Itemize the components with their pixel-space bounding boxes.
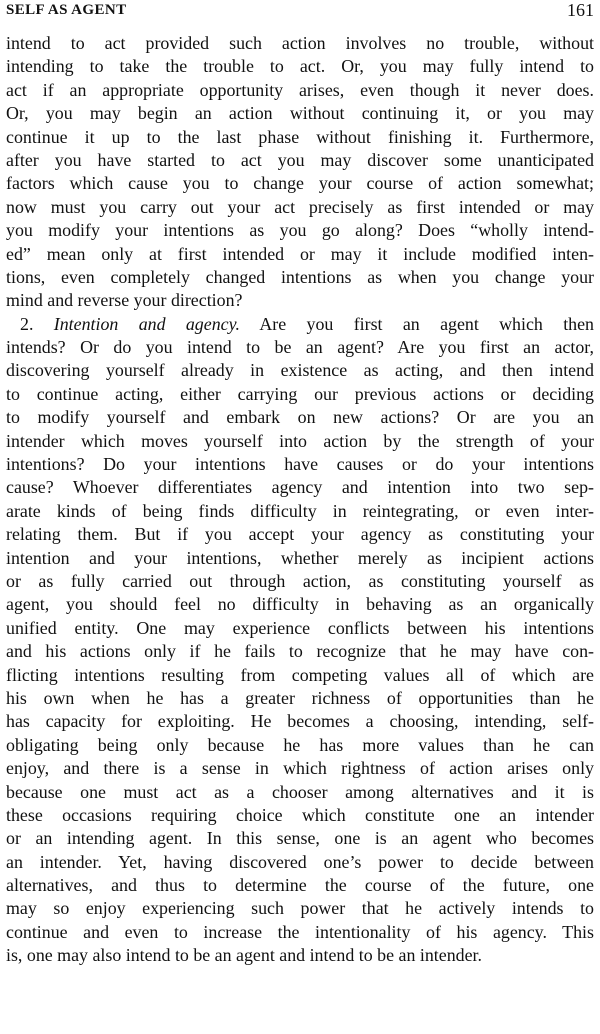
text-line: arate kinds of being finds difficulty in reintegrating, or even inter- bbox=[6, 500, 594, 521]
text-line: obligating being only because he has more values than he can bbox=[6, 734, 594, 755]
text-line: after you have started to act you may discover some unanticipated bbox=[6, 149, 594, 170]
text-line: tions, even completely changed intentions as when you change your bbox=[6, 266, 594, 287]
text-line: intender which moves yourself into action by the strength of your bbox=[6, 430, 594, 451]
text-line: cause? Whoever differentiates agency and intention into two sep- bbox=[6, 477, 594, 498]
text-line: discovering yourself already in existence as acting, and then intend bbox=[6, 360, 594, 381]
text-line: mind and reverse your direction? bbox=[6, 290, 243, 311]
text-line: act if an appropriate opportunity arises, even though it never does. bbox=[6, 79, 594, 100]
text-line: his own when he has a greater richness of opportunities than he bbox=[6, 687, 594, 708]
text-line: continue it up to the last phase without finishing it. Furthermore, bbox=[6, 126, 594, 147]
text-line: agent, you should feel no difficulty in behaving as an organically bbox=[6, 594, 594, 615]
text-line: factors which cause you to change your course of action somewhat; bbox=[6, 173, 594, 194]
text-line: flicting intentions resulting from competing values all of which are bbox=[6, 664, 594, 685]
text-line: Or, you may begin an action without continuing it, or you may bbox=[6, 103, 594, 124]
text-line: and his actions only if he fails to recognize that he may have con- bbox=[6, 641, 594, 662]
text-line: or as fully carried out through action, as constituting yourself as bbox=[6, 570, 594, 591]
text-line: continue and even to increase the intentionality of his agency. This bbox=[6, 921, 594, 942]
running-title: SELF AS AGENT bbox=[6, 2, 127, 18]
text-line: intention and your intentions, whether merely as incipient actions bbox=[6, 547, 594, 568]
text-line: relating them. But if you accept your agency as constituting your bbox=[6, 524, 594, 545]
section-title: Intention and agency. bbox=[53, 313, 241, 334]
text-line: intend to act provided such action involves no trouble, without bbox=[6, 33, 594, 53]
text-line: may so enjoy experiencing such power that he actively intends to bbox=[6, 898, 594, 919]
text-line: unified entity. One may experience conflicts between his intentions bbox=[6, 617, 594, 638]
text-line: these occasions requiring choice which constitute one an intender bbox=[6, 804, 594, 825]
text-line: intending to take the trouble to act. Or, you may fully intend to bbox=[6, 56, 594, 77]
section-number: 2. bbox=[20, 313, 34, 334]
text-line: an intender. Yet, having discovered one’s power to decide between bbox=[6, 851, 594, 872]
text-line: alternatives, and thus to determine the course of the future, one bbox=[6, 875, 594, 896]
text-line: now must you carry out your act precisely as first intended or may bbox=[6, 196, 594, 217]
page-number: 161 bbox=[567, 0, 594, 20]
text-line: because one must act as a chooser among alternatives and it is bbox=[6, 781, 594, 802]
text-line: to modify yourself and embark on new actions? Or are you an bbox=[6, 407, 594, 428]
text-line: is, one may also intend to be an agent and intend to be an intender. bbox=[6, 945, 482, 966]
section-heading-line bbox=[6, 313, 594, 336]
text-line: has capacity for exploiting. He becomes a choosing, intending, self- bbox=[6, 711, 594, 732]
text-line: enjoy, and there is a sense in which rightness of action arises only bbox=[6, 758, 594, 779]
text-line: intends? Or do you intend to be an agent? Are you first an actor, bbox=[6, 337, 594, 358]
text-segment: Are you first an agent which then bbox=[259, 313, 594, 334]
text-line: or an intending agent. In this sense, one is an agent who becomes bbox=[6, 828, 594, 849]
text-line: to continue acting, either carrying our previous actions or deciding bbox=[6, 383, 594, 404]
body-text bbox=[6, 32, 594, 968]
text-line: intentions? Do your intentions have causes or do your intentions bbox=[6, 454, 594, 475]
running-head bbox=[6, 2, 594, 22]
text-line: you modify your intentions as you go along? Does “wholly intend- bbox=[6, 220, 594, 241]
text-line: ed” mean only at first intended or may it include modified inten- bbox=[6, 243, 594, 264]
